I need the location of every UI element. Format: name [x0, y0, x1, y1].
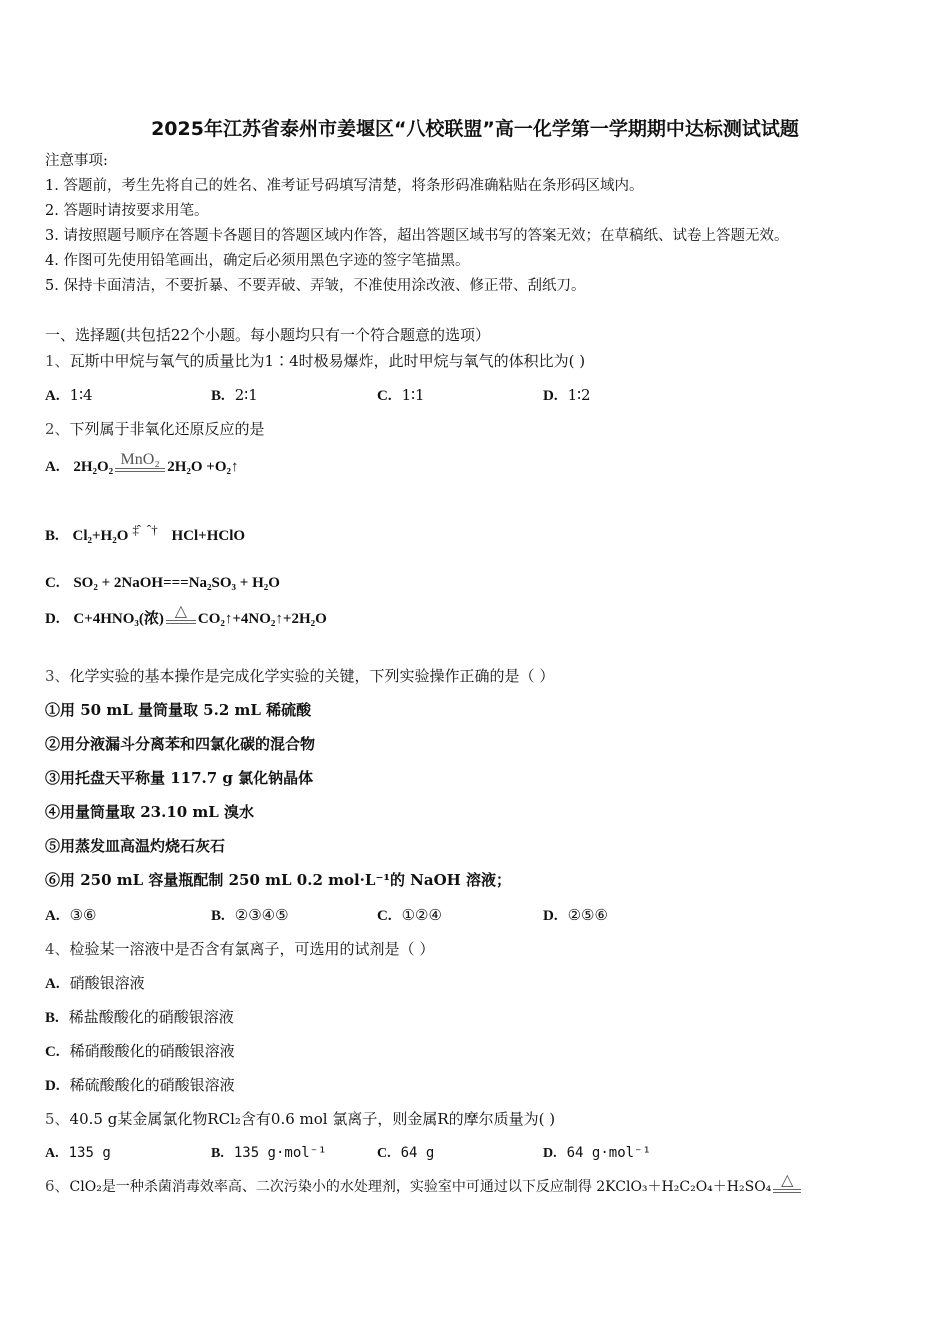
q1-option-a[interactable]: A. 1∶4 — [45, 386, 93, 404]
question-6 — [45, 1172, 803, 1210]
q2-option-b[interactable]: B. Cl₂+H₂O ‡̂ ˆ† HCl+HClO — [45, 522, 246, 544]
q4-option-c[interactable]: C. 稀硝酸酸化的硝酸银溶液 — [45, 1042, 235, 1060]
q3-option-d[interactable]: D. ②⑤⑥ — [543, 906, 608, 924]
q3-option-c[interactable]: C. ①②④ — [377, 906, 442, 924]
question-number: 6、 — [45, 1177, 70, 1195]
q2-option-d[interactable]: D. C+4HNO₃(浓) △ CO₂↑+4NO₂↑+2H₂O — [45, 603, 327, 627]
notice-item-3: 3. 请按照题号顺序在答题卡各题目的答题区域内作答，超出答题区域书写的答案无效；在草稿纸、试卷上答题无效。 — [45, 228, 789, 244]
q1-option-d[interactable]: D. 1∶2 — [543, 386, 591, 404]
question-1 — [45, 351, 585, 371]
statement-1: ①用 50 mL 量筒量取 5.2 mL 稀硫酸 — [45, 701, 312, 719]
reversible-arrow-icon: ˆ† — [146, 522, 158, 537]
question-3 — [45, 666, 554, 686]
statement-3: ③用托盘天平称量 117.7 g 氯化钠晶体 — [45, 769, 314, 787]
notice-heading: 注意事项: — [45, 153, 108, 169]
notice-item-5: 5. 保持卡面清洁，不要折暴、不要弄破、弄皱，不准使用涂改液、修正带、刮纸刀。 — [45, 278, 586, 294]
statement-5: ⑤用蒸发皿高温灼烧石灰石 — [45, 837, 226, 855]
question-stem: 下列属于非氧化还原反应的是 — [69, 420, 265, 438]
question-number: 5、 — [45, 1110, 70, 1128]
page-title: 2025年江苏省泰州市姜堰区“八校联盟”高一化学第一学期期中达标测试试题 — [151, 118, 799, 140]
question-4 — [45, 939, 434, 959]
question-stem: 40.5 g某金属氯化物RCl₂含有0.6 mol 氯离子，则金属R的摩尔质量为( ) — [69, 1110, 556, 1128]
q4-option-b[interactable]: B. 稀盐酸酸化的硝酸银溶液 — [45, 1008, 234, 1026]
notice-item-4: 4. 作图可先使用铅笔画出，确定后必须用黑色字迹的签字笔描黑。 — [45, 253, 470, 269]
q5-option-a[interactable]: A. 135 g — [45, 1145, 111, 1161]
q5-option-d[interactable]: D. 64 g·mol⁻¹ — [543, 1145, 651, 1161]
heat-condition-icon: △ — [773, 1173, 801, 1193]
notice-item-1: 1. 答题前，考生先将自己的姓名、准考证号码填写清楚，将条形码准确粘贴在条形码区域内。 — [45, 178, 644, 194]
reaction-condition-arrow: MnO₂ — [115, 452, 165, 477]
statement-2: ②用分液漏斗分离苯和四氯化碳的混合物 — [45, 735, 316, 753]
q5-option-c[interactable]: C. 64 g — [377, 1145, 435, 1161]
q2-option-a[interactable]: A. 2H₂O₂ MnO₂ 2H₂O +O₂↑ — [45, 451, 239, 475]
statement-6: ⑥用 250 mL 容量瓶配制 250 mL 0.2 mol·L⁻¹的 NaOH 溶液； — [45, 871, 512, 889]
question-2 — [45, 419, 265, 439]
section-heading: 一、选择题(共包括22个小题。每小题均只有一个符合题意的选项） — [45, 326, 490, 344]
question-number: 3、 — [45, 667, 70, 685]
reversible-arrow-icon: ‡̂ — [132, 522, 139, 537]
question-stem: 瓦斯中甲烷与氧气的质量比为1∶4时极易爆炸，此时甲烷与氧气的体积比为( ) — [69, 352, 586, 370]
q4-option-d[interactable]: D. 稀硫酸酸化的硝酸银溶液 — [45, 1076, 235, 1094]
heat-condition-icon: △ — [166, 604, 196, 629]
q2-option-c[interactable]: C. SO₂ + 2NaOH===Na₂SO₃ + H₂O — [45, 575, 280, 591]
q5-option-b[interactable]: B. 135 g·mol⁻¹ — [211, 1145, 327, 1161]
question-stem: 化学实验的基本操作是完成化学实验的关键，下列实验操作正确的是（ ） — [69, 667, 555, 685]
q3-option-b[interactable]: B. ②③④⑤ — [211, 906, 289, 924]
q1-option-c[interactable]: C. 1∶1 — [377, 386, 425, 404]
question-number: 4、 — [45, 940, 70, 958]
question-number: 1、 — [45, 352, 70, 370]
question-5 — [45, 1109, 555, 1129]
question-stem: ClO₂是一种杀菌消毒效率高、二次污染小的水处理剂，实验室中可通过以下反应制得 2KClO₃＋H₂C₂O₄＋H₂SO₄ — [69, 1179, 772, 1195]
question-number: 2、 — [45, 420, 70, 438]
q1-option-b[interactable]: B. 2∶1 — [211, 386, 258, 404]
question-stem: 检验某一溶液中是否含有氯离子，可选用的试剂是（ ） — [69, 940, 435, 958]
statement-4: ④用量筒量取 23.10 mL 溴水 — [45, 803, 255, 821]
q3-option-a[interactable]: A. ③⑥ — [45, 906, 97, 924]
notice-item-2: 2. 答题时请按要求用笔。 — [45, 203, 209, 219]
q4-option-a[interactable]: A. 硝酸银溶液 — [45, 974, 145, 992]
